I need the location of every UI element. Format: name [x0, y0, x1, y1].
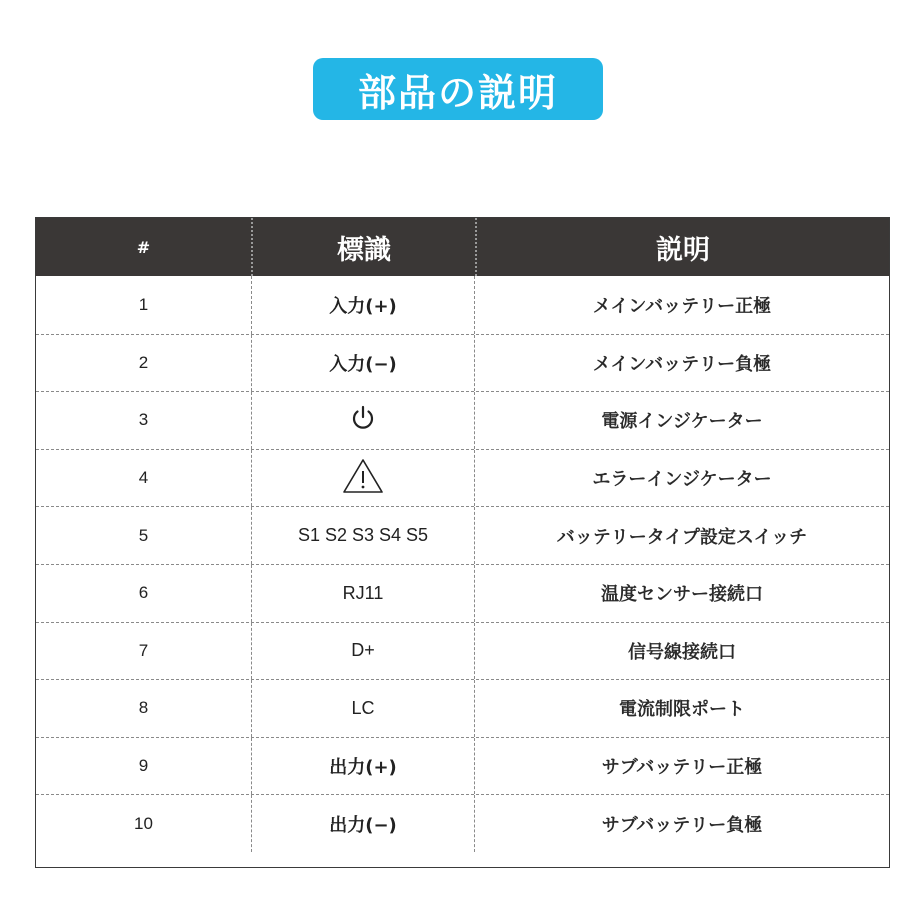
- row-mark: [251, 392, 474, 449]
- table-row: [36, 276, 889, 334]
- row-number: 5: [138, 525, 149, 545]
- parts-table: [35, 217, 890, 868]
- row-number: 9: [138, 756, 149, 776]
- row-number: 10: [134, 813, 153, 833]
- title-badge: [313, 58, 603, 120]
- row-number: 7: [138, 640, 149, 660]
- table-row: [36, 449, 889, 507]
- row-description: サブバッテリー負極: [474, 795, 889, 852]
- row-mark: 入力(+): [251, 276, 474, 334]
- header-number: #: [136, 237, 151, 257]
- power-icon: [348, 403, 378, 438]
- row-mark: [251, 450, 474, 507]
- header-description: 説明: [475, 218, 889, 276]
- row-mark: 出力(−): [251, 795, 474, 852]
- row-mark: S1 S2 S3 S4 S5: [251, 507, 474, 564]
- table-row: [36, 737, 889, 795]
- row-mark: LC: [251, 680, 474, 737]
- table-row: [36, 622, 889, 680]
- row-number: 4: [138, 468, 149, 488]
- warning-triangle-icon: [341, 457, 385, 500]
- table-row: [36, 391, 889, 449]
- header-mark: 標識: [251, 218, 475, 276]
- page-title: 部品の説明: [357, 69, 558, 115]
- row-description: メインバッテリー負極: [474, 335, 889, 392]
- row-mark: D+: [251, 623, 474, 680]
- table-row: [36, 564, 889, 622]
- row-number: 1: [138, 294, 149, 314]
- row-description: エラーインジケーター: [474, 450, 889, 507]
- table-row: [36, 679, 889, 737]
- row-description: 電源インジケーター: [474, 392, 889, 449]
- row-description: バッテリータイプ設定スイッチ: [474, 507, 889, 564]
- row-number: 3: [138, 410, 149, 430]
- row-description: メインバッテリー正極: [474, 276, 889, 334]
- row-number: 2: [138, 352, 149, 372]
- row-mark: 入力(−): [251, 335, 474, 392]
- row-description: サブバッテリー正極: [474, 738, 889, 795]
- row-description: 温度センサー接続口: [474, 565, 889, 622]
- row-description: 信号線接続口: [474, 623, 889, 680]
- table-row: [36, 506, 889, 564]
- row-number: 6: [138, 583, 149, 603]
- table-row: [36, 794, 889, 852]
- row-mark: 出力(+): [251, 738, 474, 795]
- row-description: 電流制限ポート: [474, 680, 889, 737]
- table-row: [36, 334, 889, 392]
- row-number: 8: [138, 698, 149, 718]
- row-mark: RJ11: [251, 565, 474, 622]
- table-header: [36, 218, 889, 276]
